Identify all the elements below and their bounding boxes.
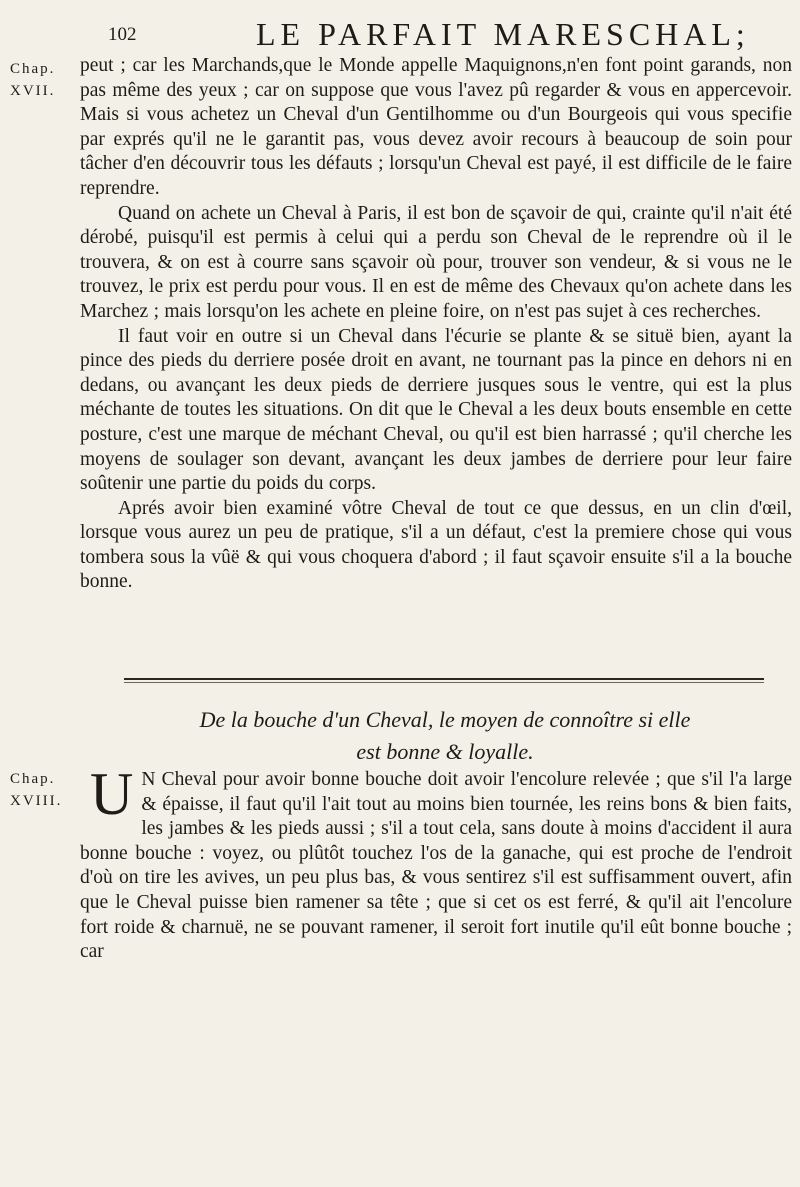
paragraph: Il faut voir en outre si un Cheval dans l'écurie se plante & se situë bien, ayant la pince des pieds du derriere posée droit en avant, ne tournant pas la pince en dehors ni en dedans, ou avançant les deux pieds de derriere jusques sous le ventre, qui est la plus méchante de toutes les situations. On dit que le Cheval a les deux bouts ensemble en cette posture, c'est une marque de méchant Cheval, ou qu'il est bien harrassé ; qu'il cherche les moyens de soulager son devant, avançant les deux jambes de derriere pour leur faire soûtenir une partie du poids du corps. [80, 325, 792, 495]
margin-note-chapter-18: Chap. XVIII. [10, 771, 63, 809]
paragraph-text: N Cheval pour avoir bonne bouche doit avoir l'encolure relevée ; que s'il l'a large & épaisse, il faut qu'il l'ait tout au moins bien tournée, les reins bons & bien faits, les jambes & les pieds aussi ; s'il a tout cela, sans doute à moins d'accident il aura bonne bouche : voyez, ou plûtôt touchez l'os de la ganache, qui est proche de l'endroit d'où on tire les avives, un peu plus bas, & vous sentirez s'il est suffisamment ouvert, afin que le Cheval puisse bien ramener sa tête ; que si cet os est ferré, & qu'il ait l'encolure fort roide & charnuë, ne se pouvant ramener, il seroit fort inutile qu'il eût bonne bouche ; car [80, 769, 792, 963]
section-heading [120, 704, 770, 768]
drop-cap: U [90, 761, 134, 827]
section-divider [124, 678, 764, 680]
paragraph: peut ; car les Marchands,que le Monde appelle Maquignons,n'en font point garands, non pas même des yeux ; car on suppose que vous l'avez pû regarder & vous en appercevoir. Mais si vous achetez un Cheval d'un Gentilhomme ou d'un Bourgeois qui vous specifie par exprés qu'il ne le garantit pas, vous devez avoir recours à beaucoup de soin pour tâcher d'en découvrir tous les défauts ; lorsqu'un Cheval est payé, il est difficile de le faire reprendre. [80, 55, 792, 199]
running-title: LE PARFAIT MARESCHAL; [256, 16, 750, 52]
page-number: 102 [108, 24, 137, 45]
margin-note-chapter-17: Chap. XVII. [10, 61, 56, 99]
body-text-bottom [80, 761, 792, 965]
paragraph: Aprés avoir bien examiné vôtre Cheval de tout ce que dessus, en un clin d'œil, lorsque vous aurez un peu de pratique, s'il a un défaut, c'est la premiere chose qui vous tombera sous la vûë & qui vous choquera d'abord ; il faut sçavoir ensuite s'il a la bouche bonne. [80, 497, 792, 593]
paragraph-with-dropcap [80, 761, 792, 965]
paragraph: Quand on achete un Cheval à Paris, il est bon de sçavoir de qui, crainte qu'il n'ait été dérobé, puisqu'il est permis à celui qui a perdu son Cheval de le reprendre où il le trouvera, & on est à courre sans sçavoir où pour, trouver son vendeur, & si vous ne le trouvez, le prix est perdu pour vous. Il en est de même des Chevaux qu'on achete dans les Marchez ; mais lorsqu'on les achete en pleine foire, on n'est pas sujet à ces recherches. [80, 202, 792, 322]
section-heading-line-2: est bonne & loyalle. [356, 739, 534, 764]
page-header [108, 16, 750, 56]
section-divider-thin [124, 682, 764, 683]
section-heading-line-1: De la bouche d'un Cheval, le moyen de connoître si elle [199, 707, 691, 732]
body-text-top [80, 54, 792, 595]
